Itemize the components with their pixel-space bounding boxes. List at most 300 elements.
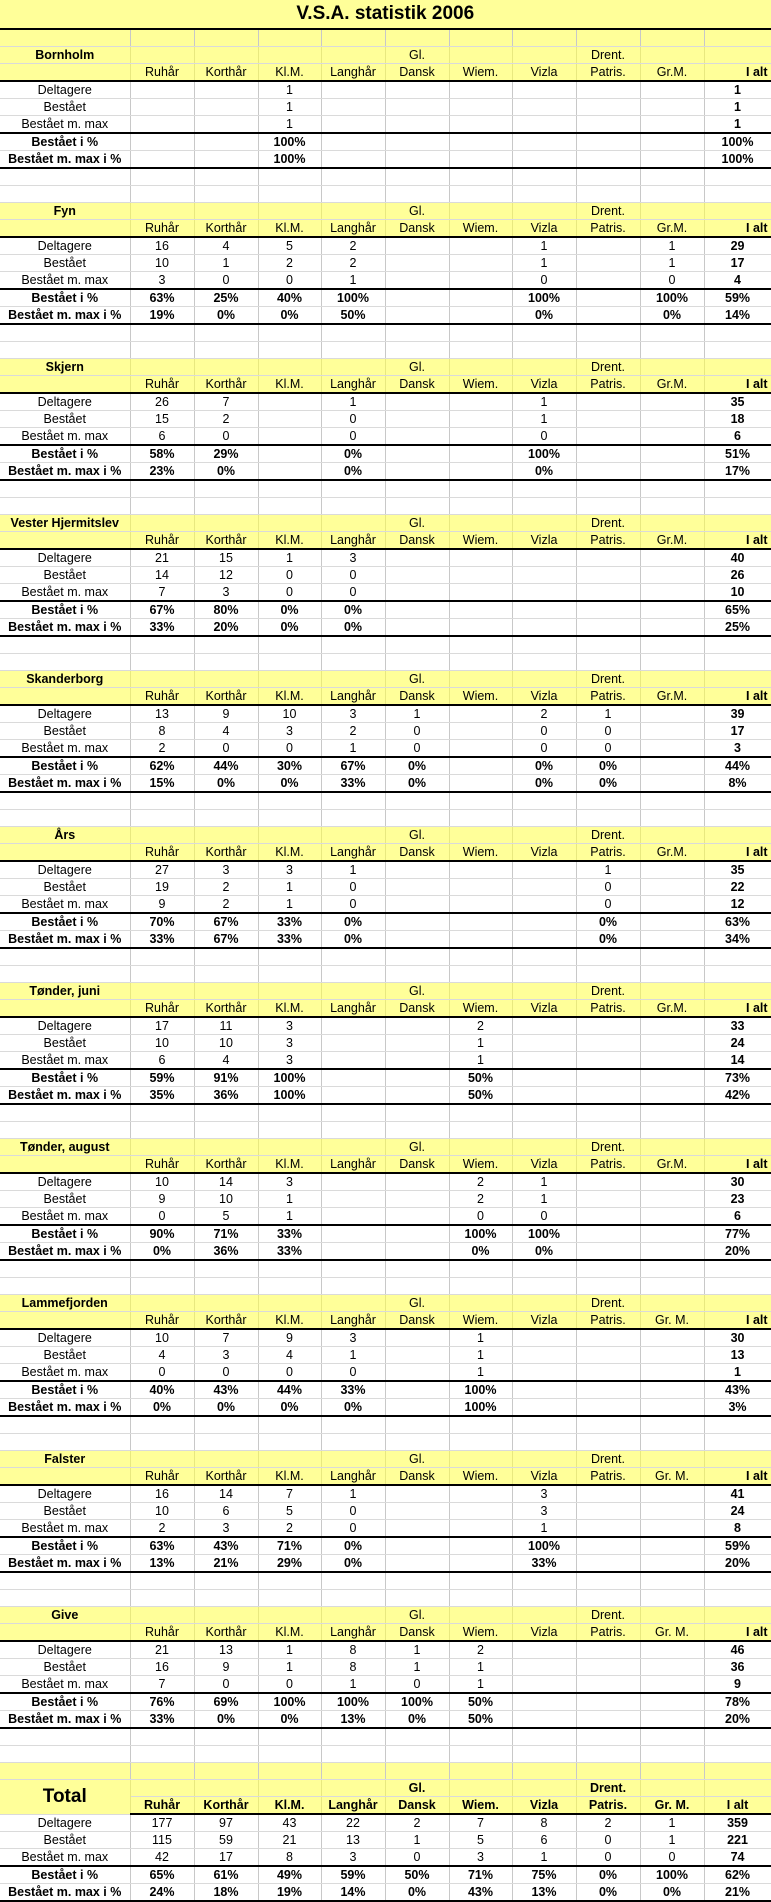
table-cell [449,567,512,584]
table-cell: 67% [194,931,258,949]
table-row [0,1069,771,1087]
column-header-top [640,983,704,1000]
empty-cell [0,29,130,47]
section-header-row [0,827,771,844]
empty-cell [512,29,576,47]
table-cell [321,1173,385,1191]
table-cell: 50% [449,1693,512,1711]
column-header-vizla: Vizla [512,1156,576,1174]
table-cell [640,549,704,567]
table-cell: 0% [576,913,640,931]
table-cell: 33% [258,1243,321,1261]
empty-cell [258,1278,321,1295]
empty-cell [640,1260,704,1278]
column-header-grm: Gr. M. [640,1797,704,1815]
table-cell: 0% [321,619,385,637]
empty-cell [258,480,321,498]
empty-cell [576,948,640,966]
empty-cell [512,1104,576,1122]
page-title: V.S.A. statistik 2006 [0,0,771,29]
table-cell [449,1555,512,1573]
table-row [0,619,771,637]
table-cell [194,81,258,99]
empty-cell [704,654,771,671]
column-header-grm: Gr.M. [640,64,704,82]
table-cell: 0% [512,1243,576,1261]
row-label: Bestået [0,1659,130,1676]
table-cell [576,255,640,272]
table-cell [385,601,449,619]
row-label: Bestået [0,879,130,896]
column-header-top [640,1451,704,1468]
table-cell [576,237,640,255]
row-label: Bestået m. max i % [0,463,130,481]
empty-cell [640,1590,704,1607]
table-cell [640,133,704,151]
table-cell [449,151,512,169]
table-cell [449,1537,512,1555]
empty-cell [704,1590,771,1607]
table-row [0,151,771,169]
empty-cell [321,792,385,810]
empty-cell [640,654,704,671]
column-header-ialt: I alt [704,688,771,706]
table-cell: 33% [130,619,194,637]
table-cell: 1 [321,272,385,290]
empty-cell [576,324,640,342]
column-header-top [258,203,321,220]
section-column-row [0,844,771,862]
table-cell: 21 [258,1832,321,1849]
table-cell: 2 [194,879,258,896]
table-cell: 63% [704,913,771,931]
table-cell: 0% [385,775,449,793]
table-cell: 0% [194,1711,258,1729]
empty-cell [258,324,321,342]
table-cell [576,445,640,463]
empty-cell [385,1434,449,1451]
table-cell [449,757,512,775]
table-cell: 17 [194,1849,258,1867]
row-label: Bestået m. max i % [0,151,130,169]
empty-cell [385,1416,449,1434]
table-cell: 9 [258,1329,321,1347]
column-header-top [449,1139,512,1156]
column-header-drent: Patris. [576,1312,640,1330]
table-cell: 71% [194,1225,258,1243]
empty-cell [512,966,576,983]
table-cell [576,619,640,637]
empty-cell [0,480,130,498]
table-cell: 19 [130,879,194,896]
table-cell [449,289,512,307]
table-cell: 3 [194,1520,258,1538]
table-cell [449,255,512,272]
empty-cell [194,1122,258,1139]
column-header-vizla: Vizla [512,1797,576,1815]
table-cell: 0% [385,1711,449,1729]
table-cell: 100% [321,1693,385,1711]
table-cell: 0% [640,307,704,325]
table-cell [576,1555,640,1573]
table-cell: 1 [258,116,321,134]
empty-cell [576,1728,640,1746]
table-cell: 15 [130,411,194,428]
column-header-korthar: Korthår [194,376,258,394]
table-row [0,463,771,481]
table-cell: 0% [512,463,576,481]
column-header-grm: Gr.M. [640,376,704,394]
column-header-top [449,671,512,688]
table-cell [576,1208,640,1226]
empty-cell [704,810,771,827]
table-cell [512,879,576,896]
table-cell: 11 [194,1017,258,1035]
empty-cell [0,1746,130,1763]
row-label: Bestået m. max [0,1052,130,1070]
table-cell: 14 [194,1173,258,1191]
column-header-top [130,203,194,220]
table-cell [512,1711,576,1729]
row-label: Bestået m. max [0,272,130,290]
gap-row [0,1260,771,1278]
column-header-ialt: I alt [704,1312,771,1330]
table-cell [576,1087,640,1105]
header-blank [0,844,130,862]
table-cell [385,1364,449,1382]
section-column-row [0,1624,771,1642]
table-cell [640,1711,704,1729]
table-row [0,1208,771,1226]
table-row [0,723,771,740]
table-cell [321,1087,385,1105]
table-cell: 10 [194,1191,258,1208]
empty-cell [449,324,512,342]
table-cell [576,1329,640,1347]
empty-cell [258,1104,321,1122]
table-cell: 1 [321,393,385,411]
empty-cell [0,1416,130,1434]
table-cell: 9 [194,1659,258,1676]
row-label: Bestået i % [0,1381,130,1399]
table-cell: 1 [385,1659,449,1676]
column-header-ialt: I alt [704,1000,771,1018]
table-cell: 33% [321,1381,385,1399]
table-cell: 0% [258,1399,321,1417]
empty-cell [0,1434,130,1451]
column-header-top [130,1780,194,1797]
column-header-ruhar: Ruhår [130,532,194,550]
row-label: Deltagere [0,393,130,411]
empty-cell [512,810,576,827]
empty-cell [576,480,640,498]
column-header-top: Drent. [576,983,640,1000]
empty-cell [130,342,194,359]
empty-cell [321,1746,385,1763]
empty-cell [640,1728,704,1746]
empty-cell [130,810,194,827]
section-header-row [0,359,771,376]
gap-row [0,1104,771,1122]
column-header-klm: Kl.M. [258,844,321,862]
empty-cell [449,1104,512,1122]
empty-cell [512,1260,576,1278]
column-header-gl: Dansk [385,220,449,238]
table-cell: 1 [321,740,385,758]
table-cell: 35 [704,861,771,879]
table-cell [576,567,640,584]
table-row [0,133,771,151]
table-cell: 13% [512,1884,576,1902]
column-header-langhar: Langhår [321,532,385,550]
table-cell [449,705,512,723]
table-cell: 0% [321,1555,385,1573]
empty-cell [449,498,512,515]
table-cell [640,1693,704,1711]
table-cell: 51% [704,445,771,463]
table-cell: 33 [704,1017,771,1035]
empty-cell [0,342,130,359]
table-cell: 6 [704,1208,771,1226]
column-header-top [258,1451,321,1468]
column-header-vizla: Vizla [512,1468,576,1486]
row-label: Bestået [0,1347,130,1364]
table-row [0,1052,771,1070]
section-title: Skjern [0,359,130,376]
table-cell: 21% [194,1555,258,1573]
table-cell [640,861,704,879]
column-header-top [704,1295,771,1312]
table-cell: 1 [512,237,576,255]
table-cell: 3 [449,1849,512,1867]
table-cell [576,1381,640,1399]
column-header-top [258,515,321,532]
table-row [0,740,771,758]
column-header-top [130,1295,194,1312]
column-header-top: Gl. [385,1295,449,1312]
table-cell: 6 [130,428,194,446]
table-cell [385,99,449,116]
empty-cell [576,792,640,810]
empty-cell [321,1104,385,1122]
table-cell: 3 [321,1849,385,1867]
empty-cell [0,324,130,342]
column-header-langhar: Langhår [321,376,385,394]
table-row [0,1537,771,1555]
section-column-row [0,1468,771,1486]
table-cell [194,99,258,116]
table-cell: 100% [512,445,576,463]
table-cell [576,1052,640,1070]
column-header-top [194,47,258,64]
row-label: Bestået i % [0,913,130,931]
column-header-ialt: I alt [704,1468,771,1486]
table-cell: 0 [385,740,449,758]
header-blank [0,1000,130,1018]
column-header-top [194,203,258,220]
table-cell [449,1520,512,1538]
table-cell [576,1503,640,1520]
table-cell: 0 [576,896,640,914]
table-cell: 0% [258,307,321,325]
empty-cell [576,1122,640,1139]
table-cell: 1 [449,1052,512,1070]
column-header-top [640,47,704,64]
table-cell: 0% [194,775,258,793]
table-cell [640,1641,704,1659]
table-cell [321,81,385,99]
row-label: Bestået i % [0,1866,130,1884]
spacer-row [0,29,771,47]
table-cell: 18 [704,411,771,428]
empty-cell [258,1590,321,1607]
empty-cell [258,1260,321,1278]
column-header-top [130,827,194,844]
table-cell: 0 [576,723,640,740]
table-cell: 16 [130,237,194,255]
empty-cell [385,948,449,966]
empty-cell [512,792,576,810]
table-cell [449,1485,512,1503]
column-header-top [258,1780,321,1797]
table-cell: 13 [704,1347,771,1364]
table-cell [512,133,576,151]
table-cell [512,584,576,602]
column-header-top [512,983,576,1000]
row-label: Bestået m. max i % [0,1884,130,1902]
table-cell: 17 [704,723,771,740]
row-label: Bestået [0,723,130,740]
column-header-grm: Gr. M. [640,1624,704,1642]
column-header-langhar: Langhår [321,1312,385,1330]
row-label: Bestået m. max [0,740,130,758]
column-header-top [258,1139,321,1156]
column-header-top [130,983,194,1000]
table-cell: 3 [258,1017,321,1035]
empty-cell [449,186,512,203]
column-header-ruhar: Ruhår [130,64,194,82]
table-cell [385,879,449,896]
column-header-klm: Kl.M. [258,1156,321,1174]
empty-cell [385,1278,449,1295]
empty-cell [704,966,771,983]
gap-row [0,792,771,810]
empty-cell [385,480,449,498]
table-cell [512,913,576,931]
table-cell: 0% [385,757,449,775]
table-cell: 14% [321,1884,385,1902]
table-cell [576,1711,640,1729]
gap-row [0,654,771,671]
row-label: Bestået m. max i % [0,1399,130,1417]
column-header-top [258,47,321,64]
table-cell [385,1052,449,1070]
empty-cell [385,1728,449,1746]
column-header-top [640,1295,704,1312]
table-cell: 100% [321,289,385,307]
table-cell: 0 [321,428,385,446]
row-label: Deltagere [0,705,130,723]
table-cell: 7 [449,1814,512,1832]
empty-cell [194,186,258,203]
row-label: Bestået i % [0,1693,130,1711]
table-cell: 0 [258,1676,321,1694]
column-header-langhar: Langhår [321,64,385,82]
table-cell [512,1659,576,1676]
empty-cell [449,1122,512,1139]
column-header-korthar: Korthår [194,1468,258,1486]
table-cell [385,272,449,290]
table-cell: 1 [258,896,321,914]
gap-row [0,1728,771,1746]
column-header-grm: Gr. M. [640,1312,704,1330]
row-label: Bestået m. max i % [0,1711,130,1729]
table-cell: 100% [704,133,771,151]
empty-cell [704,186,771,203]
table-row [0,116,771,134]
empty-cell [512,1746,576,1763]
gap-row [0,1434,771,1451]
empty-cell [194,810,258,827]
column-header-wiem: Wiem. [449,688,512,706]
gap-row [0,186,771,203]
empty-cell [194,1572,258,1590]
empty-cell [640,342,704,359]
table-cell [640,1087,704,1105]
table-cell [640,723,704,740]
table-cell [449,393,512,411]
table-cell: 33% [258,931,321,949]
table-cell: 1 [512,1520,576,1538]
column-header-wiem: Wiem. [449,1156,512,1174]
table-cell [130,133,194,151]
section-title: Tønder, august [0,1139,130,1156]
column-header-drent: Patris. [576,376,640,394]
column-header-klm: Kl.M. [258,376,321,394]
table-row [0,913,771,931]
column-header-top [640,1139,704,1156]
column-header-top: Gl. [385,671,449,688]
column-header-grm: Gr.M. [640,220,704,238]
empty-cell [194,324,258,342]
table-cell [576,1173,640,1191]
table-cell [385,1485,449,1503]
table-row [0,1659,771,1676]
table-cell: 59% [704,1537,771,1555]
table-cell [640,1069,704,1087]
table-cell [512,1676,576,1694]
table-cell: 0 [449,1208,512,1226]
table-cell [449,272,512,290]
empty-cell [385,966,449,983]
section-column-row [0,64,771,82]
column-header-top [321,1295,385,1312]
empty-cell [640,1104,704,1122]
column-header-top [194,827,258,844]
table-row [0,1087,771,1105]
table-cell: 0% [321,931,385,949]
empty-cell [704,948,771,966]
empty-cell [640,29,704,47]
table-cell: 100% [512,1537,576,1555]
table-row [0,99,771,116]
column-header-top: Gl. [385,1451,449,1468]
table-cell: 20% [194,619,258,637]
table-cell [640,1399,704,1417]
table-cell [640,428,704,446]
empty-cell [194,29,258,47]
table-cell [640,99,704,116]
